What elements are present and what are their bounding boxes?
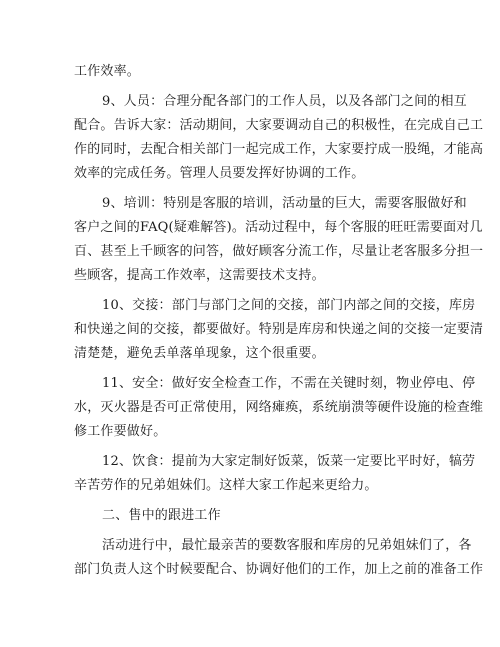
text-line: 清楚楚，避免丢单落单现象，这个很重要。 [74, 346, 325, 361]
paragraph-11-safety-line-1: 11、安全：做好安全检查工作，不需在关键时刻，物业停电、停 [102, 376, 476, 391]
text-line: 配合。告诉大家：活动期间，大家要调动自己的积极性，在完成自己工 [74, 118, 484, 133]
paragraph-9-personnel-line-1: 9、人员：合理分配各部门的工作人员，以及各部门之间的相互 [102, 94, 467, 109]
text-line: 客户之间的FAQ(疑难解答)。活动过程中，每个客服的旺旺需要面对几 [74, 220, 483, 235]
text-line: 和快递之间的交接，都要做好。特别是库房和快递之间的交接一定要清 [74, 322, 484, 337]
section-heading: 二、售中的跟进工作 [102, 508, 221, 523]
text-line: 效率的完成任务。管理人员要发挥好协调的工作。 [74, 166, 365, 181]
text-line: 水，灭火器是否可正常使用，网络瘫痪，系统崩溃等硬件设施的检查维 [74, 400, 484, 415]
text-line: 辛苦劳作的兄弟姐妹们。这样大家工作起来更给力。 [74, 478, 378, 493]
paragraph-10-handover-line-1: 10、交接：部门与部门之间的交接，部门内部之间的交接，库房 [102, 298, 476, 313]
paragraph-9-training-line-1: 9、培训：特别是客服的培训，活动量的巨大，需要客服做好和 [102, 196, 467, 211]
text-line: 工作效率。 [74, 64, 141, 79]
text-line: 些顾客，提高工作效率，这需要技术支持。 [74, 268, 325, 283]
text-line: 部门负责人这个时候要配合、协调好他们的工作，加上之前的准备工作 [74, 562, 484, 577]
paragraph-12-food-line-1: 12、饮食：提前为大家定制好饭菜，饭菜一定要比平时好，犒劳 [102, 454, 476, 469]
text-line: 百、甚至上千顾客的问答，做好顾客分流工作，尽量让老客服多分担一 [74, 244, 484, 259]
text-line: 作的同时，去配合相关部门一起完成工作，大家要拧成一股绳，才能高 [74, 142, 484, 157]
text-line: 修工作要做好。 [74, 424, 167, 439]
paragraph-in-sale-line-1: 活动进行中，最忙最亲苦的要数客服和库房的兄弟姐妹们了，各 [102, 538, 472, 553]
